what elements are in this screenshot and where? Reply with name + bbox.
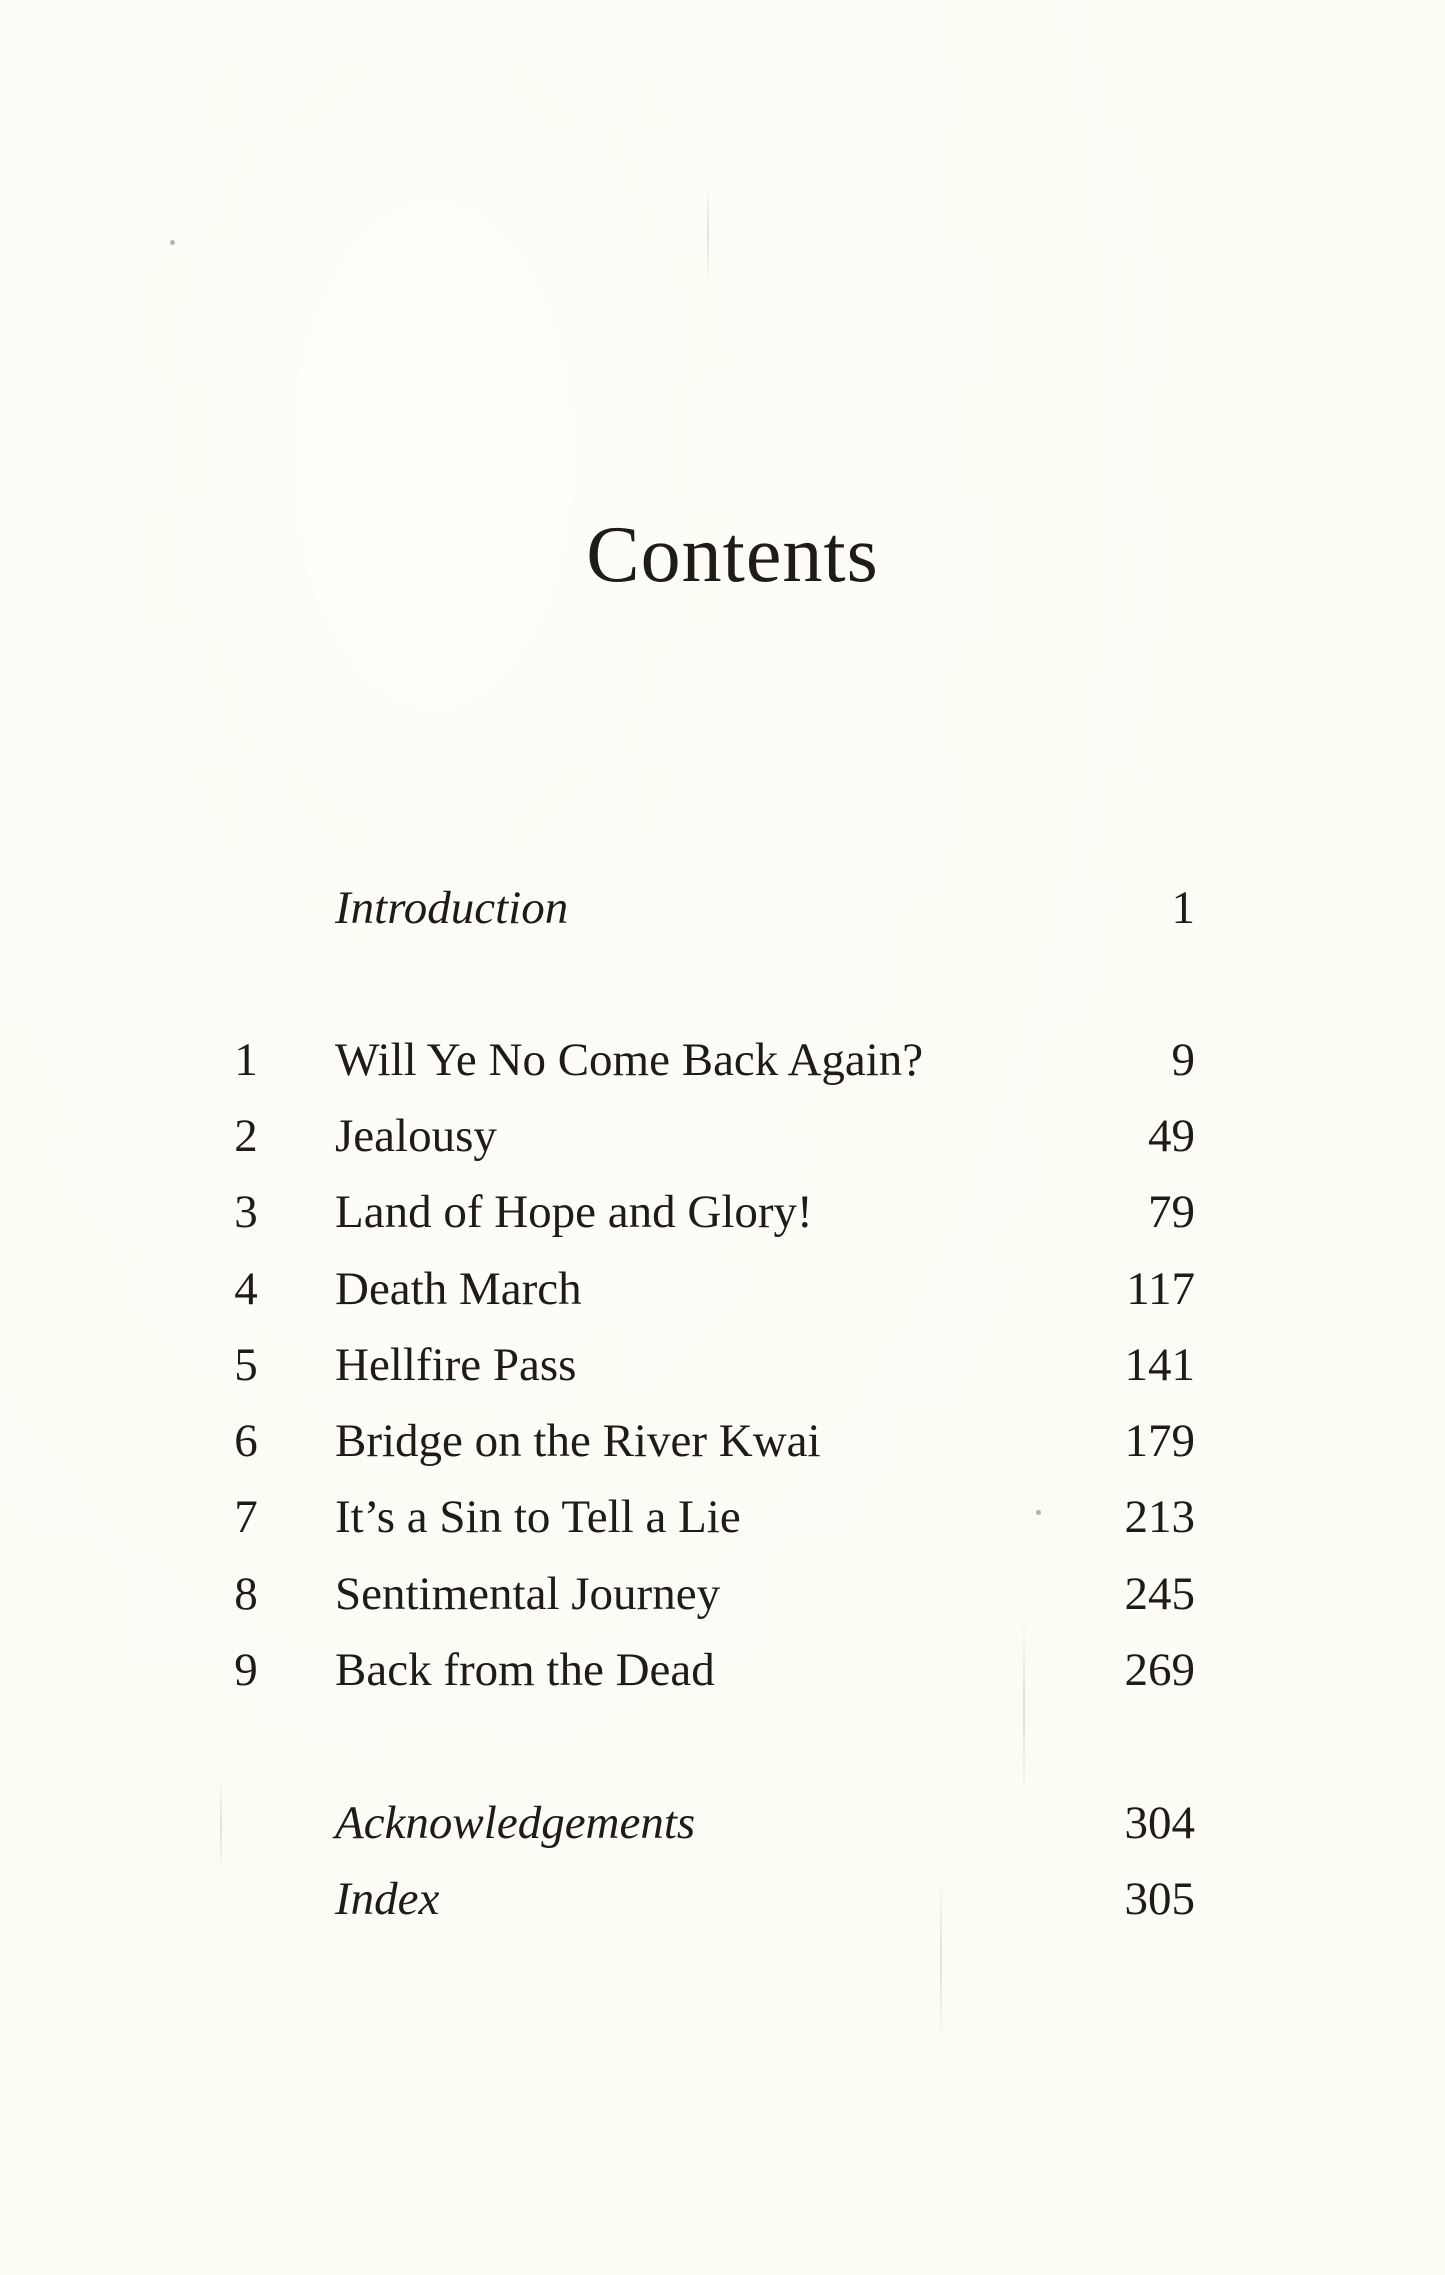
chapter-number: 4	[234, 1263, 258, 1315]
entry-page-number: 305	[1124, 1873, 1195, 1925]
entry-page-number: 79	[1148, 1186, 1195, 1238]
entry-title: Land of Hope and Glory!	[335, 1186, 813, 1238]
paper-streak	[707, 185, 709, 285]
toc-entry-chapter	[0, 1327, 1445, 1403]
chapter-number: 3	[234, 1186, 258, 1238]
chapter-number: 8	[234, 1568, 258, 1620]
toc-entry-chapter	[0, 1098, 1445, 1174]
toc-entry-chapter	[0, 1174, 1445, 1250]
chapter-number: 6	[234, 1415, 258, 1467]
entry-title: Sentimental Journey	[335, 1568, 721, 1620]
toc-entry-chapter	[0, 1022, 1445, 1098]
toc-entry-chapter	[0, 1403, 1445, 1479]
entry-title: Back from the Dead	[335, 1644, 715, 1696]
entry-page-number: 245	[1124, 1568, 1195, 1620]
entry-page-number: 9	[1171, 1034, 1195, 1086]
chapter-number: 2	[234, 1110, 258, 1162]
paper-speck	[170, 240, 175, 245]
entry-page-number: 141	[1124, 1339, 1195, 1391]
chapter-number: 9	[234, 1644, 258, 1696]
entry-title: It’s a Sin to Tell a Lie	[335, 1491, 741, 1543]
chapter-number: 5	[234, 1339, 258, 1391]
entry-title: Index	[335, 1873, 440, 1925]
entry-title: Acknowledgements	[335, 1797, 696, 1849]
chapter-number: 7	[234, 1491, 258, 1543]
entry-page-number: 1	[1171, 882, 1195, 934]
toc-entry-chapter	[0, 1556, 1445, 1632]
entry-page-number: 269	[1124, 1644, 1195, 1696]
entry-title: Introduction	[335, 882, 569, 934]
entry-title: Bridge on the River Kwai	[335, 1415, 821, 1467]
toc-entry-chapter	[0, 1479, 1445, 1555]
entry-page-number: 117	[1126, 1263, 1195, 1315]
entry-page-number: 49	[1148, 1110, 1195, 1162]
entry-page-number: 179	[1124, 1415, 1195, 1467]
toc-entry-introduction	[0, 870, 1445, 946]
toc-entry-chapter	[0, 1251, 1445, 1327]
entry-page-number: 304	[1124, 1797, 1195, 1849]
entry-page-number: 213	[1124, 1491, 1195, 1543]
toc-entry-chapter	[0, 1632, 1445, 1708]
entry-title: Hellfire Pass	[335, 1339, 577, 1391]
page-title: Contents	[586, 511, 879, 599]
chapter-number: 1	[234, 1034, 258, 1086]
entry-title: Death March	[335, 1263, 582, 1315]
entry-title: Jealousy	[335, 1110, 497, 1162]
toc-entry-index	[0, 1861, 1445, 1937]
toc-entry-acknowledgements	[0, 1785, 1445, 1861]
entry-title: Will Ye No Come Back Again?	[335, 1034, 924, 1086]
